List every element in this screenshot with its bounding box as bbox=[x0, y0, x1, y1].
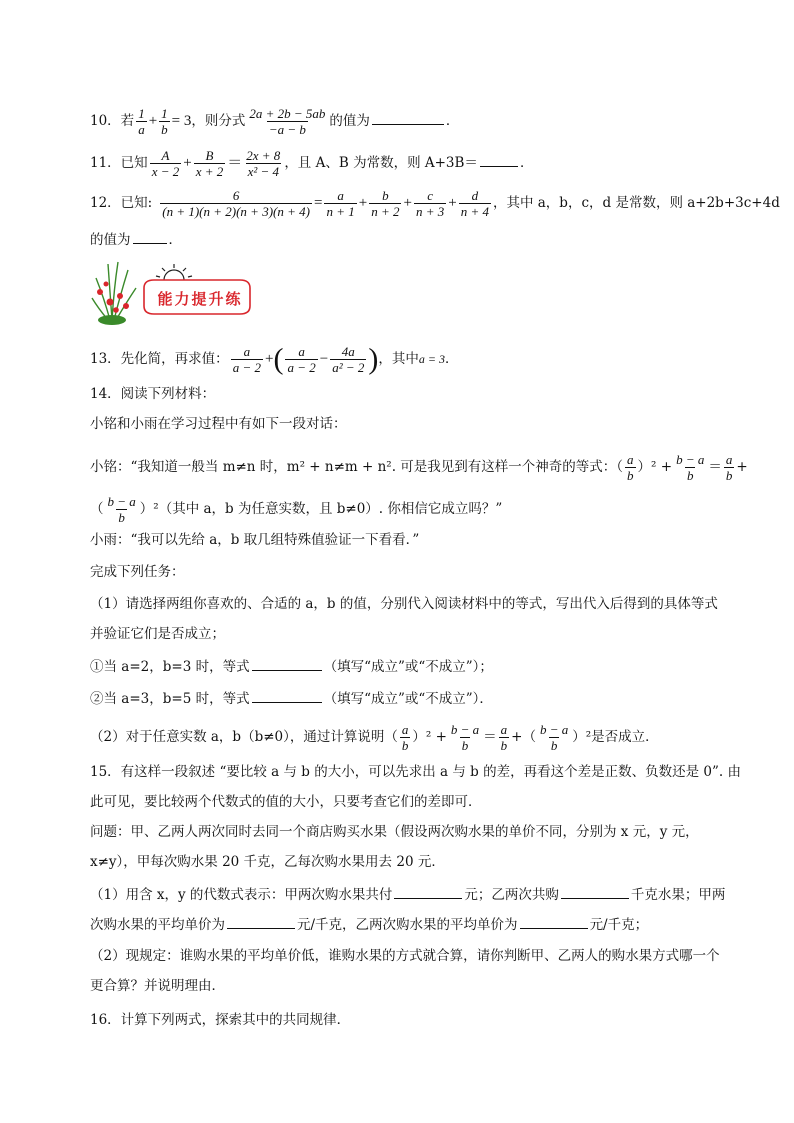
q14-xiaoming-2: （ $\frac{b - a}{b}$ ）²（其中 a，b 为任意实数，且 b≠0）. 你相信它成立吗？” bbox=[90, 494, 503, 525]
fraction: $\frac{B}{x + 2}$ bbox=[195, 148, 224, 179]
answer-blank[interactable] bbox=[394, 884, 462, 899]
answer-blank[interactable] bbox=[372, 110, 444, 125]
q15-line3: 问题：甲、乙两人两次同时去同一个商店购买水果（假设两次购水果的单价不同，分别为 x 元，y 元， bbox=[90, 824, 699, 840]
q16-line1: 16．计算下列两式，探索其中的共同规律． bbox=[90, 1012, 351, 1028]
fraction: $\frac{2a + 2b - 5ab}{-a - b}$ bbox=[249, 106, 326, 137]
q15-line4: x≠y），甲每次购水果 20 千克，乙每次购水果用去 20 元． bbox=[90, 854, 445, 870]
q14-case1: ①当 a=2，b=3 时，等式 （填写“成立”或“不成立”）； bbox=[90, 656, 493, 677]
answer-blank[interactable] bbox=[561, 884, 629, 899]
q14-xiaoming-1: 小铭：“我知道一般当 m≠n 时，m² + n≠m + n². 可是我见到有这样一个神奇的等式：（ $\frac{a}{b}$ ）² + $\frac{b - a}{b}$ ＝ $\frac{a}{b}$ + bbox=[90, 452, 748, 483]
question-11: 11．已知 $\frac{A}{x - 2}$ + $\frac{B}{x + 2}$ ＝ $\frac{2x + 8}{\text{x² − 4}}$ ，且 A、B 为常数，则 A+3B＝ ． bbox=[90, 148, 534, 179]
fraction: $\frac{A}{x - 2}$ bbox=[151, 148, 180, 179]
section-banner bbox=[90, 258, 280, 328]
question-12: 12．已知: $\frac{6}{(n + 1)(n + 2)(n + 3)(n + 4)}$ = $\frac{a}{n + 1}$ + $\frac{b}{n + 2}$ + $\frac{c}{n + 3}$ + $\frac{d}{n + 4}$ ，其中 a，b，c，d 是常数，则 a+2b+3c+4d bbox=[90, 188, 780, 219]
fraction: $\frac{1}{b}$ bbox=[161, 106, 168, 137]
q15-part1-line2: 次购水果的平均单价为 元/千克，乙两次购水果的平均单价为 元/千克； bbox=[90, 914, 648, 935]
q15-line2: 此可见，要比较两个代数式的值的大小，只要考查它们的差即可． bbox=[90, 794, 482, 810]
q14-part1-line2: 并验证它们是否成立； bbox=[90, 626, 225, 642]
q15-part2-line2: 更合算？并说明理由． bbox=[90, 978, 225, 994]
fraction: $\frac{2x + 8}{\text{x² − 4}}$ bbox=[246, 148, 281, 179]
q14-part1-line1: （1）请选择两组你喜欢的、合适的 a，b 的值，分别代入阅读材料中的等式，写出代入后得到的具体等式 bbox=[90, 596, 718, 612]
q15-part1-line1: （1）用含 x，y 的代数式表示：甲两次购水果共付 元；乙两次共购 千克水果；甲两 bbox=[90, 884, 725, 905]
fraction: $\frac{a}{a - 2}$ bbox=[232, 344, 261, 375]
q14-task: 完成下列任务： bbox=[90, 564, 185, 580]
q14-title: 14．阅读下列材料： bbox=[90, 386, 216, 402]
q15-part2-line1: （2）现规定：谁购水果的平均单价低，谁购水果的方式就合算，请你判断甲、乙两人的购水果方式哪一个 bbox=[90, 948, 720, 964]
question-10: 10．若 $\frac{1}{a}$ + $\frac{1}{b}$ = 3，则分式 $\frac{2a + 2b - 5ab}{-a - b}$ 的值为 ． bbox=[90, 106, 460, 137]
answer-blank[interactable] bbox=[227, 914, 295, 929]
fraction: $\frac{1}{a}$ bbox=[138, 106, 145, 137]
q14-intro: 小铭和小雨在学习过程中有如下一段对话： bbox=[90, 416, 347, 432]
answer-blank[interactable] bbox=[480, 152, 518, 167]
q14-case2: ②当 a=3，b=5 时，等式 （填写“成立”或“不成立”）． bbox=[90, 688, 493, 709]
fraction: $\frac{6}{(n + 1)(n + 2)(n + 3)(n + 4)}$ bbox=[162, 188, 310, 219]
q14-part2: （2）对于任意实数 a，b（b≠0），通过计算说明（ $\frac{a}{b}$ ）² + $\frac{b - a}{b}$ ＝ $\frac{a}{b}$ +（ $\frac{b - a}{b}$ ）²是否成立． bbox=[90, 722, 659, 753]
question-13: 13．先化简，再求值： $\frac{a}{a - 2}$ +( $\frac{a}{a - 2}$ − $\frac{4a}{\text{a² − 2}}$ )，其中a = 3． bbox=[90, 342, 459, 376]
fraction: $\frac{b}{n + 2}$ bbox=[371, 188, 400, 219]
banner-label: 能力提升练 bbox=[157, 290, 243, 308]
answer-blank[interactable] bbox=[252, 656, 322, 671]
q15-line1: 15．有这样一段叙述 “要比较 a 与 b 的大小，可以先求出 a 与 b 的差，再看这个差是正数、负数还是 0”. 由 bbox=[90, 764, 741, 780]
fraction: $\frac{d}{n + 4}$ bbox=[460, 188, 489, 219]
answer-blank[interactable] bbox=[252, 688, 322, 703]
fraction: $\frac{a}{n + 1}$ bbox=[326, 188, 355, 219]
answer-blank[interactable] bbox=[133, 229, 167, 244]
fraction: $\frac{a}{a - 2}$ bbox=[287, 344, 316, 375]
fraction: $\frac{c}{n + 3}$ bbox=[415, 188, 445, 219]
fraction: $\frac{4a}{\text{a² − 2}}$ bbox=[332, 344, 365, 375]
sun-icon bbox=[156, 264, 192, 280]
answer-blank[interactable] bbox=[520, 914, 588, 929]
question-12-line2: 的值为 ． bbox=[90, 229, 182, 250]
q14-xiaoyu: 小雨：“我可以先给 a，b 取几组特殊值验证一下看看．” bbox=[90, 532, 420, 548]
